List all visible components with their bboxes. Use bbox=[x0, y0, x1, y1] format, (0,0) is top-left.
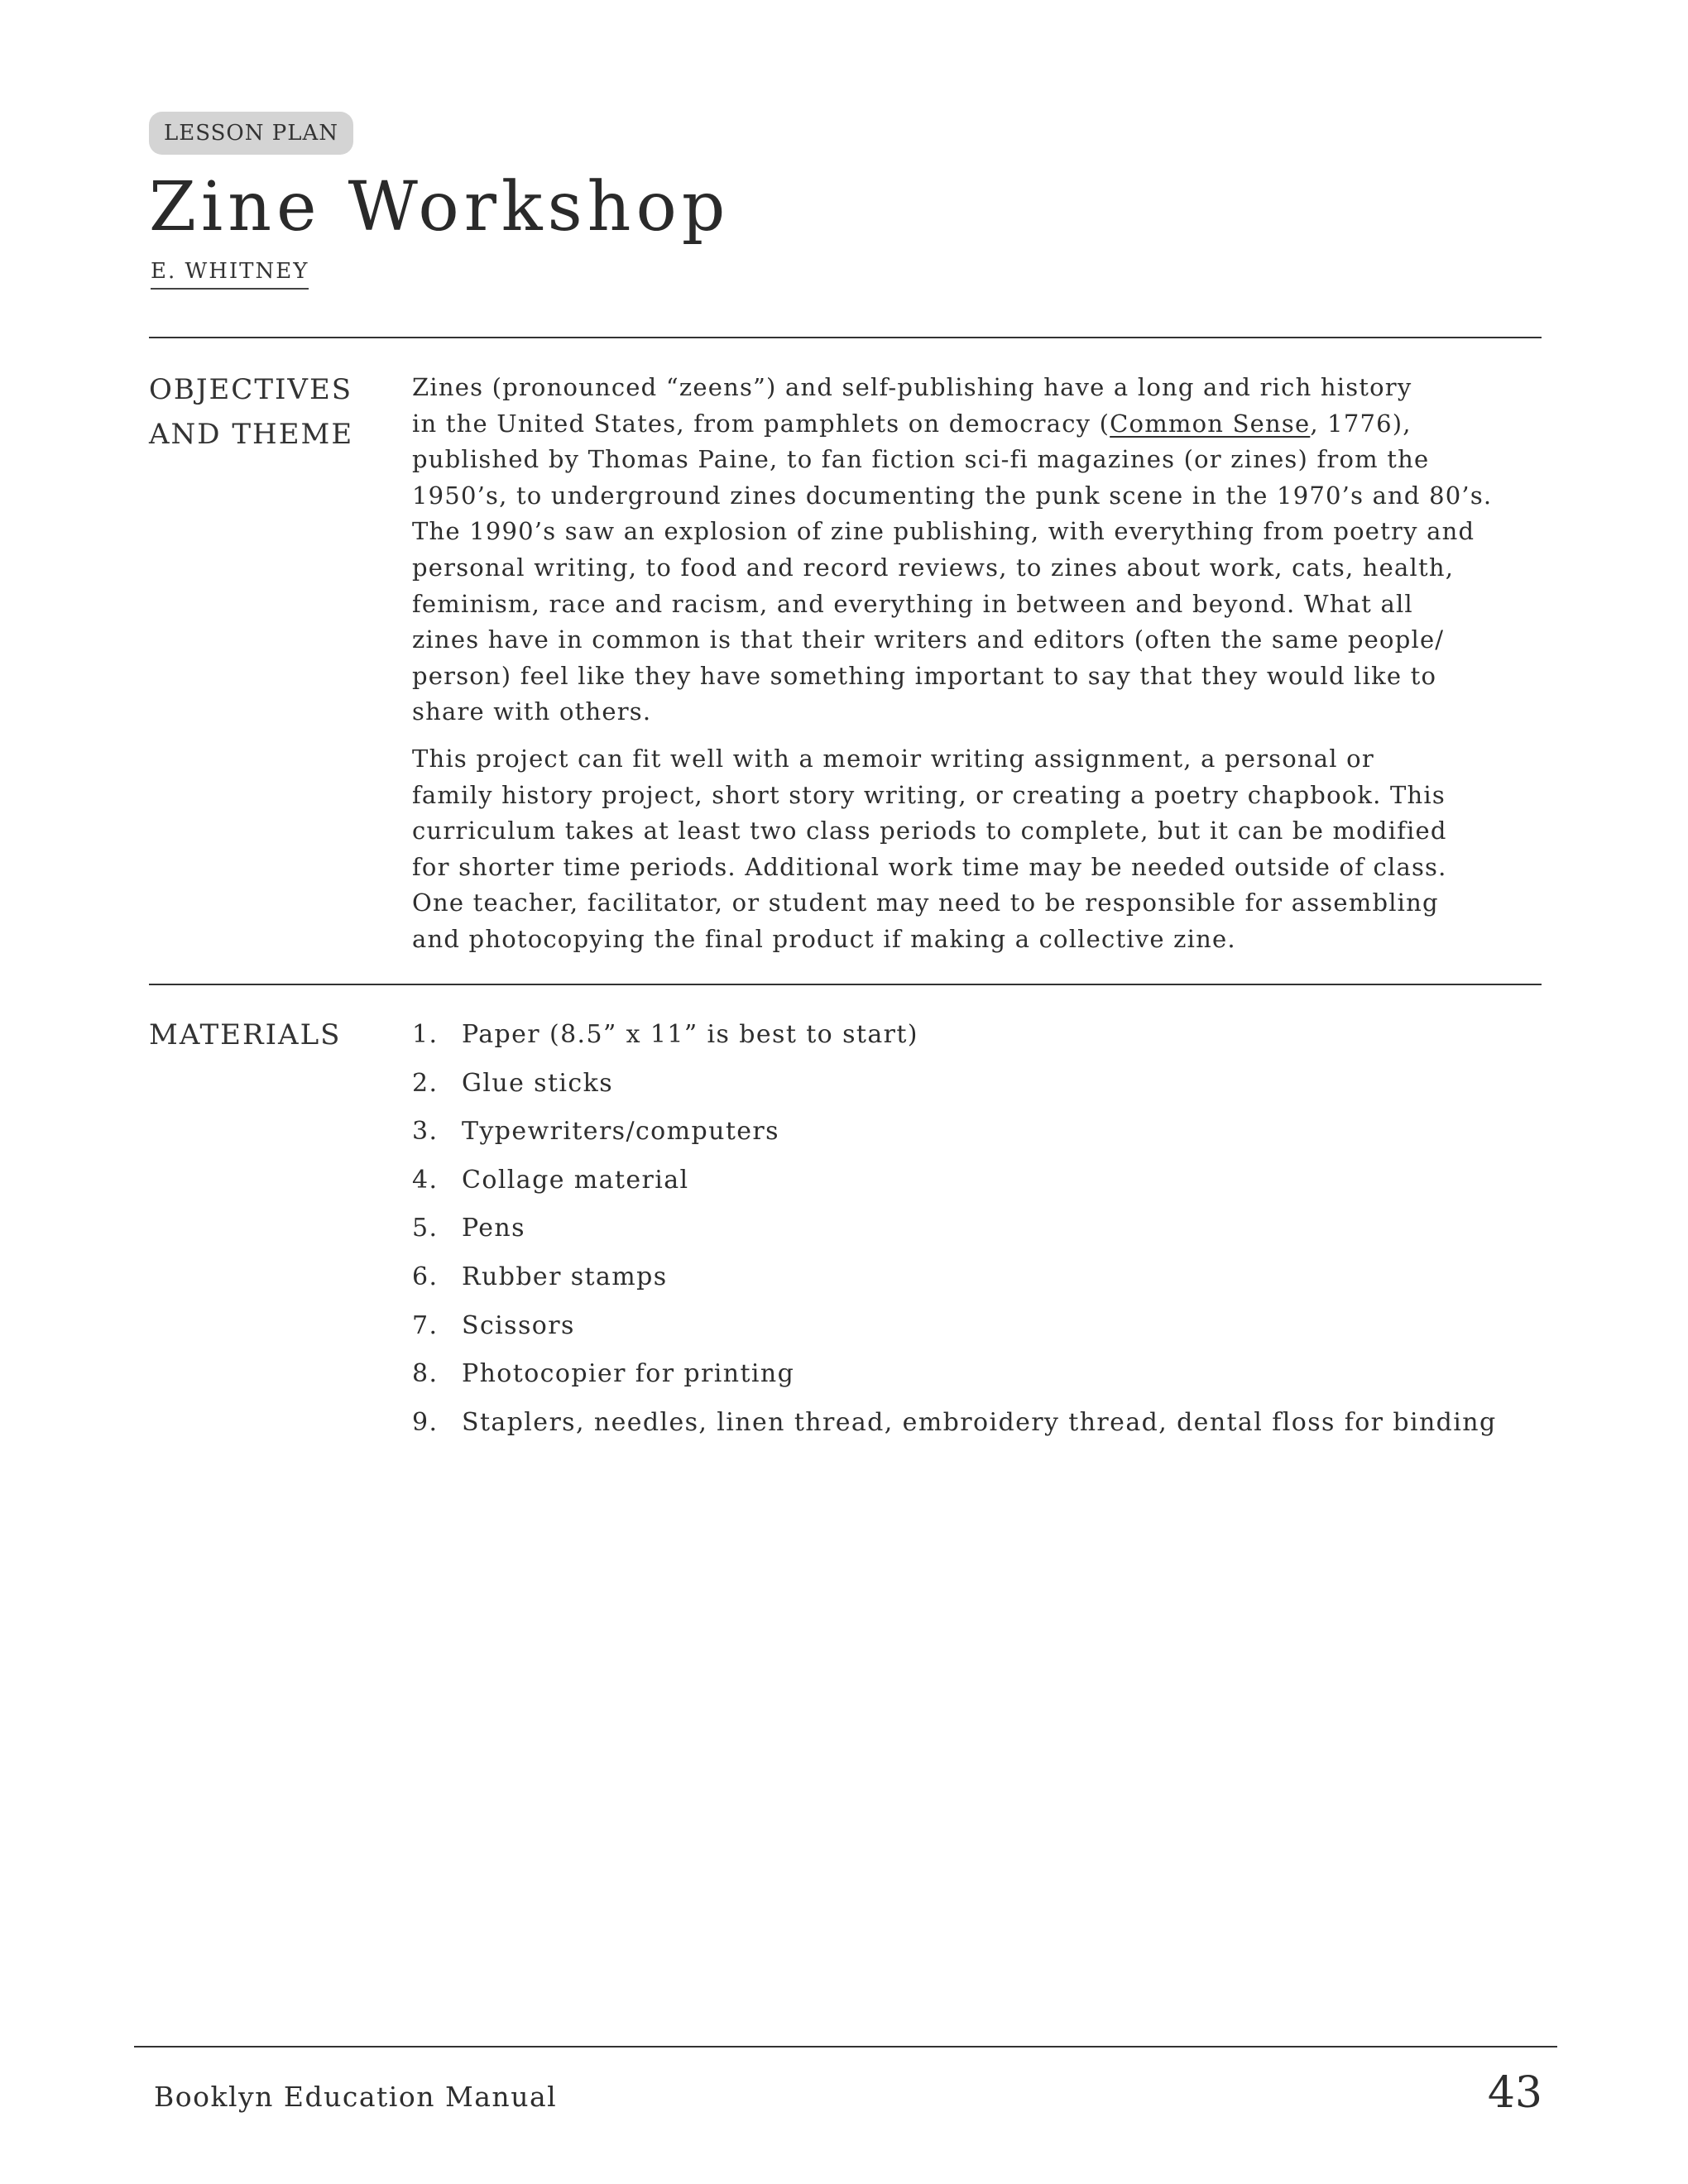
list-item bbox=[412, 1401, 1497, 1450]
paragraph-line: One teacher, facilitator, or student may need to be responsible for assembling bbox=[412, 888, 1439, 917]
list-item-number: 5. bbox=[412, 1214, 439, 1243]
objectives-label-line1: OBJECTIVES bbox=[149, 373, 353, 406]
objectives-label-line2: AND THEME bbox=[149, 418, 354, 451]
objectives-paragraph-2 bbox=[412, 741, 1546, 958]
list-item bbox=[412, 1013, 1497, 1062]
paragraph-line: The 1990’s saw an explosion of zine publishing, with everything from poetry and bbox=[412, 517, 1475, 546]
list-item-text: Typewriters/computers bbox=[462, 1117, 779, 1147]
list-item bbox=[412, 1256, 1497, 1305]
paragraph-line: and photocopying the final product if making a collective zine. bbox=[412, 924, 1236, 953]
paragraph-line: family history project, short story writing, or creating a poetry chapbook. This bbox=[412, 780, 1446, 809]
list-item-number: 8. bbox=[412, 1359, 439, 1389]
list-item-number: 9. bbox=[412, 1407, 439, 1437]
objectives-section-label bbox=[149, 367, 353, 457]
page-title: Zine Workshop bbox=[149, 168, 731, 247]
paragraph-line: share with others. bbox=[412, 697, 652, 726]
paragraph-line: published by Thomas Paine, to fan fiction sci-fi magazines (or zines) from the bbox=[412, 445, 1430, 474]
list-item bbox=[412, 1305, 1497, 1353]
list-item-text: Glue sticks bbox=[462, 1068, 613, 1098]
footer-divider bbox=[134, 2046, 1557, 2048]
paragraph-line: 1950’s, to underground zines documenting the punk scene in the 1970’s and 80’s. bbox=[412, 481, 1493, 510]
list-item-number: 2. bbox=[412, 1068, 439, 1098]
list-item-text: Rubber stamps bbox=[462, 1262, 668, 1291]
paragraph-line: curriculum takes at least two class periods to complete, but it can be modified bbox=[412, 817, 1447, 845]
list-item bbox=[412, 1159, 1497, 1208]
list-item-text: Pens bbox=[462, 1214, 525, 1243]
paragraph-line bbox=[412, 406, 1546, 443]
paragraph-line: personal writing, to food and record reviews, to zines about work, cats, health, bbox=[412, 553, 1455, 582]
list-item bbox=[412, 1062, 1497, 1111]
paragraph-line: person) feel like they have something important to say that they would like to bbox=[412, 661, 1437, 690]
footer-publication-title: Booklyn Education Manual bbox=[154, 2081, 558, 2113]
materials-list bbox=[412, 1013, 1497, 1449]
paragraph-line: for shorter time periods. Additional work time may be needed outside of class. bbox=[412, 852, 1447, 881]
common-sense-link[interactable]: Common Sense bbox=[1110, 409, 1311, 438]
list-item-text: Collage material bbox=[462, 1165, 689, 1195]
list-item bbox=[412, 1207, 1497, 1256]
list-item-text: Staplers, needles, linen thread, embroidery thread, dental floss for binding bbox=[462, 1407, 1497, 1437]
list-item-text: Paper (8.5” x 11” is best to start) bbox=[462, 1020, 918, 1049]
list-item bbox=[412, 1353, 1497, 1401]
lesson-plan-badge: LESSON PLAN bbox=[149, 112, 353, 155]
text-segment: in the United States, from pamphlets on democracy ( bbox=[412, 409, 1110, 438]
paragraph-line: zines have in common is that their writers and editors (often the same people/ bbox=[412, 625, 1445, 654]
top-divider bbox=[149, 337, 1542, 338]
page-number: 43 bbox=[1487, 2068, 1542, 2118]
paragraph-line: Zines (pronounced “zeens”) and self-publishing have a long and rich history bbox=[412, 373, 1412, 401]
list-item-number: 3. bbox=[412, 1117, 439, 1147]
list-item-text: Scissors bbox=[462, 1310, 575, 1340]
list-item bbox=[412, 1110, 1497, 1159]
text-segment: , 1776), bbox=[1310, 409, 1412, 438]
materials-section-label: MATERIALS bbox=[149, 1018, 342, 1051]
list-item-number: 7. bbox=[412, 1310, 439, 1340]
list-item-number: 6. bbox=[412, 1262, 439, 1291]
section-divider bbox=[149, 984, 1542, 985]
list-item-number: 4. bbox=[412, 1165, 439, 1195]
author-name: E. WHITNEY bbox=[151, 256, 309, 290]
paragraph-line: This project can fit well with a memoir writing assignment, a personal or bbox=[412, 745, 1374, 773]
list-item-text: Photocopier for printing bbox=[462, 1359, 795, 1389]
list-item-number: 1. bbox=[412, 1020, 439, 1049]
objectives-paragraph-1 bbox=[412, 370, 1546, 730]
paragraph-line: feminism, race and racism, and everything in between and beyond. What all bbox=[412, 589, 1413, 618]
